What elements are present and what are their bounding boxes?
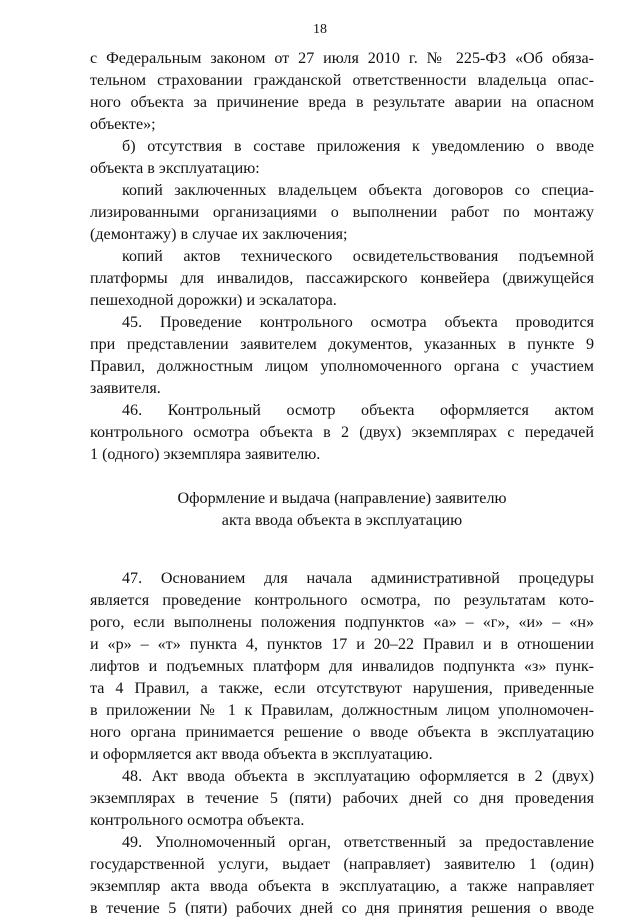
text-line: государственной услуги, выдает (направляет) заявителю 1 (один) — [90, 856, 594, 873]
text-line: экземплярах в течение 5 (пяти) рабочих дней со дня проведения — [90, 790, 594, 807]
text-line: заявителя. — [90, 380, 161, 397]
paragraph-47 — [90, 568, 594, 766]
text-line: контрольного осмотра объекта в 2 (двух) экземплярах с передачей — [90, 424, 594, 441]
text-line: 1 (одного) экземпляра заявителю. — [90, 446, 321, 463]
text-line: при представлении заявителем документов, указанных в пункте 9 — [90, 336, 594, 353]
text-line: в приложении № 1 к Правилам, должностным лицом уполномочен- — [90, 702, 594, 719]
text-line: копий заключенных владельцем объекта договоров со специа- — [122, 182, 594, 199]
paragraph-item-b — [90, 136, 594, 180]
paragraph-45 — [90, 312, 594, 400]
text-line: объекте»; — [90, 116, 156, 133]
paragraph-acts-copies — [90, 246, 594, 312]
document-body — [90, 48, 594, 920]
spacer — [90, 532, 594, 554]
text-line: и оформляется акт ввода объекта в эксплуатацию. — [90, 746, 433, 763]
paragraph-contracts-copies — [90, 180, 594, 246]
text-line: (демонтажу) в случае их заключения; — [90, 226, 348, 243]
heading-line: акта ввода объекта в эксплуатацию — [221, 512, 463, 529]
text-line: б) отсутствия в составе приложения к уведомлению о вводе — [122, 138, 594, 155]
text-line: Правил, должностным лицом уполномоченного органа с участием — [90, 358, 594, 375]
text-line: рого, если выполнены положения подпунктов «а» – «г», «и» – «н» — [90, 614, 594, 631]
text-line: 47. Основанием для начала административной процедуры — [122, 570, 594, 587]
text-line: 49. Уполномоченный орган, ответственный за предоставление — [122, 834, 594, 851]
text-line: лизированными организациями о выполнении работ по монтажу — [90, 204, 594, 221]
text-line: тельном страховании гражданской ответственности владельца опас- — [90, 72, 594, 89]
text-line: пешеходной дорожки) и эскалатора. — [90, 292, 337, 309]
paragraph-continuation — [90, 48, 594, 136]
heading-line: Оформление и выдача (направление) заявителю — [177, 490, 507, 507]
paragraph-46 — [90, 400, 594, 466]
spacer — [90, 466, 594, 488]
text-line: экземпляр акта ввода объекта в эксплуатацию, а также направляет — [90, 878, 594, 895]
text-line: копий актов технического освидетельствования подъемной — [122, 248, 594, 265]
text-line: с Федеральным законом от 27 июля 2010 г. № 225-ФЗ «Об обяза- — [90, 50, 594, 67]
paragraph-49 — [90, 832, 594, 920]
text-line: платформы для инвалидов, пассажирского конвейера (движущейся — [90, 270, 594, 287]
text-line: объекта в эксплуатацию: — [90, 160, 260, 177]
text-line: та 4 Правил, а также, если отсутствуют нарушения, приведенные — [90, 680, 594, 697]
text-line: ного органа принимается решение о вводе объекта в эксплуатацию — [90, 724, 594, 741]
text-line: 48. Акт ввода объекта в эксплуатацию оформляется в 2 (двух) — [122, 768, 594, 785]
text-line: ного объекта за причинение вреда в результате аварии на опасном — [90, 94, 594, 111]
spacer — [90, 554, 594, 568]
text-line: и «р» – «т» пункта 4, пунктов 17 и 20–22 Правил и в отношении — [90, 636, 594, 653]
paragraph-48 — [90, 766, 594, 832]
text-line: является проведение контрольного осмотра, по результатам кото- — [90, 592, 594, 609]
text-line: контрольного осмотра объекта. — [90, 812, 305, 829]
text-line: 45. Проведение контрольного осмотра объекта проводится — [122, 314, 594, 331]
text-line: 46. Контрольный осмотр объекта оформляется актом — [122, 402, 594, 419]
page-number: 18 — [313, 22, 327, 37]
text-line: лифтов и подъемных платформ для инвалидов подпункта «з» пунк- — [90, 658, 594, 675]
text-line: в течение 5 (пяти) рабочих дней со дня принятия решения о вводе — [90, 900, 594, 917]
section-heading — [90, 488, 594, 532]
